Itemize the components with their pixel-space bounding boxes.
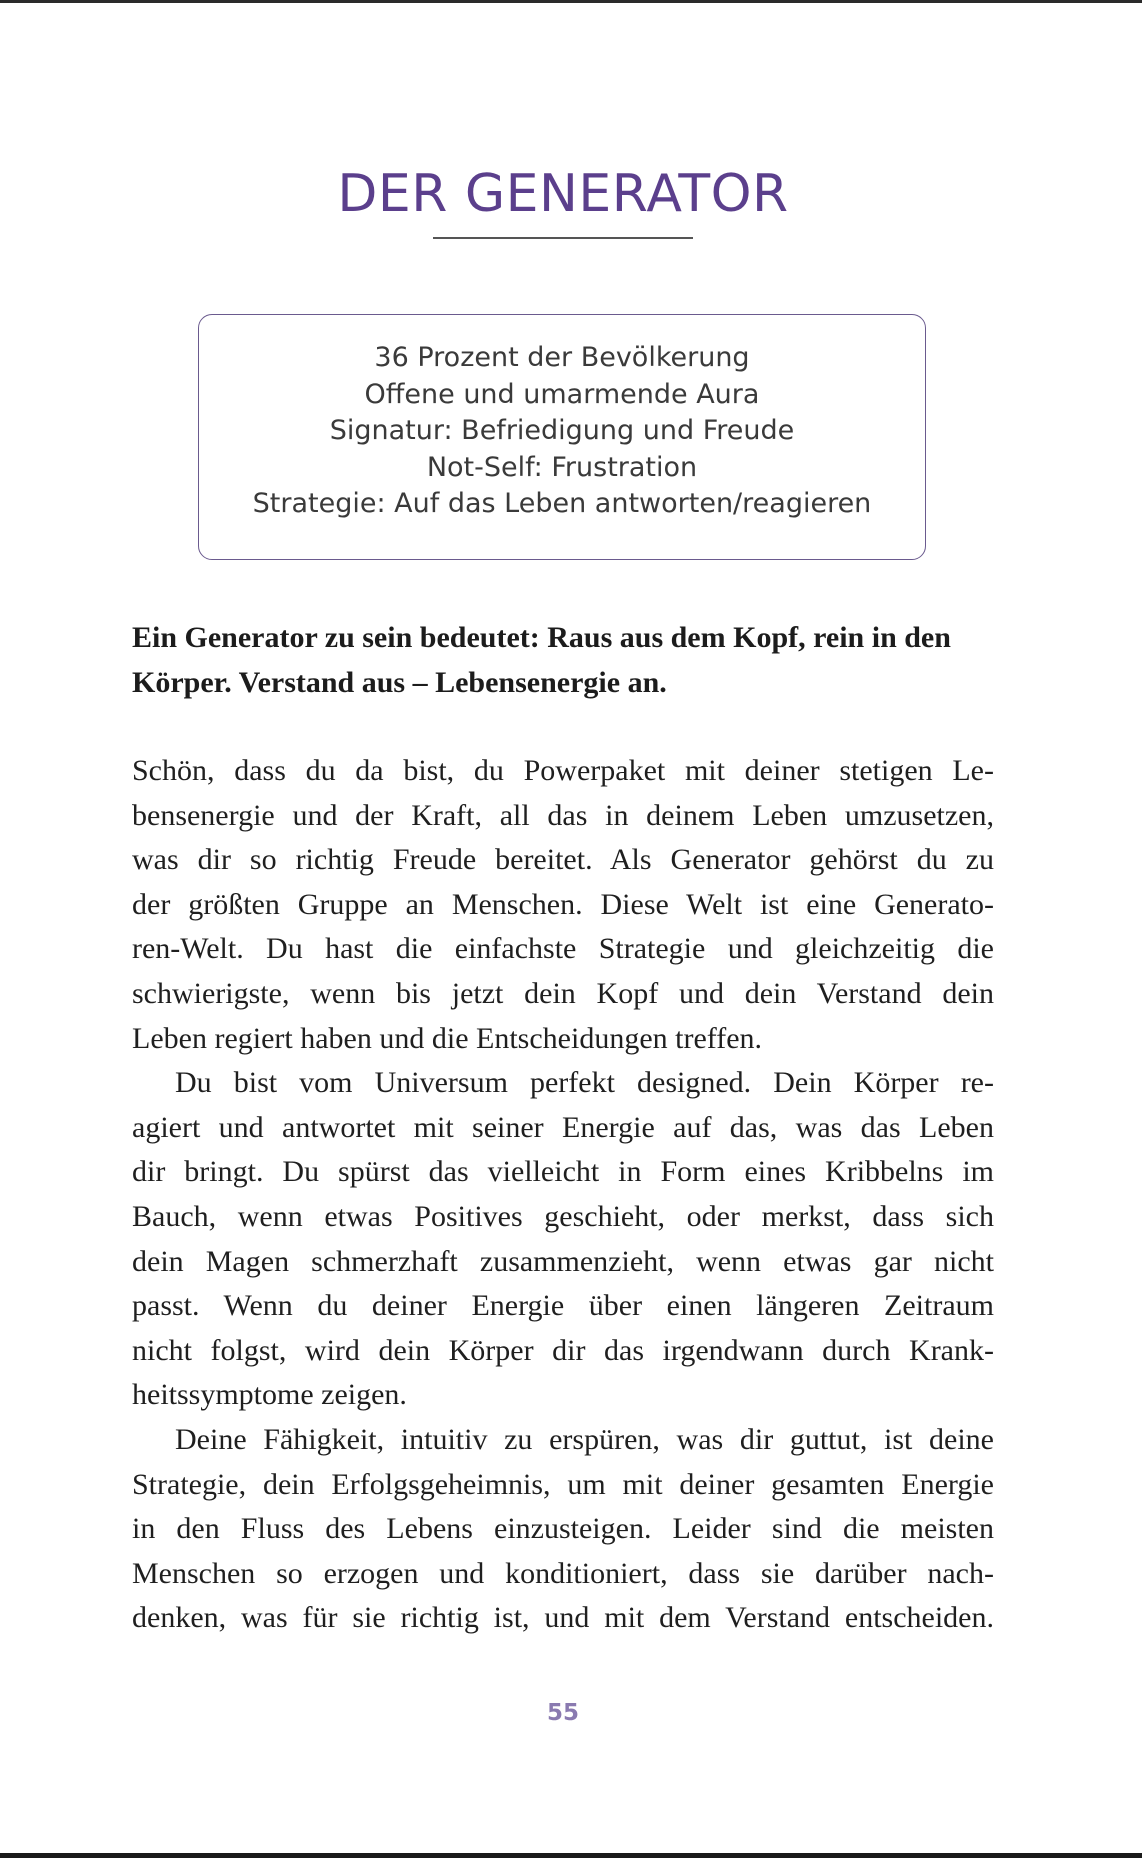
page-number: 55	[546, 1700, 579, 1726]
body-line: Menschen so erzogen und konditioniert, dass sie darüber nach-	[132, 1556, 994, 1590]
body-text	[132, 749, 994, 1641]
info-line-strategy: Strategie: Auf das Leben antworten/reagieren	[252, 488, 872, 519]
body-line: Bauch, wenn etwas Positives geschieht, oder merkst, dass sich	[132, 1199, 994, 1233]
info-line-population: 36 Prozent der Bevölkerung	[374, 342, 750, 373]
body-line: bensenergie und der Kraft, all das in deinem Leben umzusetzen,	[132, 798, 994, 832]
info-line-not-self: Not-Self: Frustration	[426, 451, 698, 483]
body-line: in den Fluss des Lebens einzusteigen. Leider sind die meisten	[132, 1512, 994, 1546]
lead-paragraph	[132, 615, 994, 705]
body-line: dir bringt. Du spürst das vielleicht in Form eines Kribbelns im	[132, 1155, 994, 1189]
info-box-content	[198, 340, 926, 523]
lead-line: Ein Generator zu sein bedeutet: Raus aus dem Kopf, rein in den	[132, 621, 951, 654]
body-line: nicht folgst, wird dein Körper dir das irgendwann durch Krank-	[132, 1333, 994, 1367]
body-line: passt. Wenn du deiner Energie über einen längeren Zeitraum	[132, 1289, 994, 1323]
body-line: was dir so richtig Freude bereitet. Als Generator gehörst du zu	[132, 843, 994, 877]
bottom-border	[0, 1853, 1142, 1858]
body-line: schwierigste, wenn bis jetzt dein Kopf und dein Verstand dein	[132, 976, 994, 1010]
body-line: agiert und antwortet mit seiner Energie auf das, was das Leben	[132, 1110, 994, 1144]
lead-line: Körper. Verstand aus – Lebensenergie an.	[132, 666, 667, 699]
body-line: heitssymptome zeigen.	[132, 1378, 407, 1412]
info-line-aura: Offene und umarmende Aura	[364, 378, 760, 410]
title-underline	[433, 237, 693, 239]
body-line: Strategie, dein Erfolgsgeheimnis, um mit deiner gesamten Energie	[132, 1467, 994, 1501]
top-border	[0, 0, 1142, 3]
body-line: dein Magen schmerzhaft zusammenzieht, wenn etwas gar nicht	[132, 1244, 994, 1278]
body-line: der größten Gruppe an Menschen. Diese Welt ist eine Generato-	[132, 887, 994, 921]
body-line: Deine Fähigkeit, intuitiv zu erspüren, was dir guttut, ist deine	[175, 1422, 994, 1456]
body-line: ren-Welt. Du hast die einfachste Strategie und gleichzeitig die	[132, 932, 994, 966]
chapter-title: DER GENERATOR	[337, 164, 789, 224]
body-line: Schön, dass du da bist, du Powerpaket mit deiner stetigen Le-	[132, 754, 994, 787]
body-line: denken, was für sie richtig ist, und mit dem Verstand entscheiden.	[132, 1601, 994, 1635]
body-line: Du bist vom Universum perfekt designed. Dein Körper re-	[175, 1066, 994, 1100]
body-line: Leben regiert haben und die Entscheidungen treffen.	[132, 1021, 763, 1055]
info-line-signature: Signatur: Befriedigung und Freude	[329, 415, 795, 446]
